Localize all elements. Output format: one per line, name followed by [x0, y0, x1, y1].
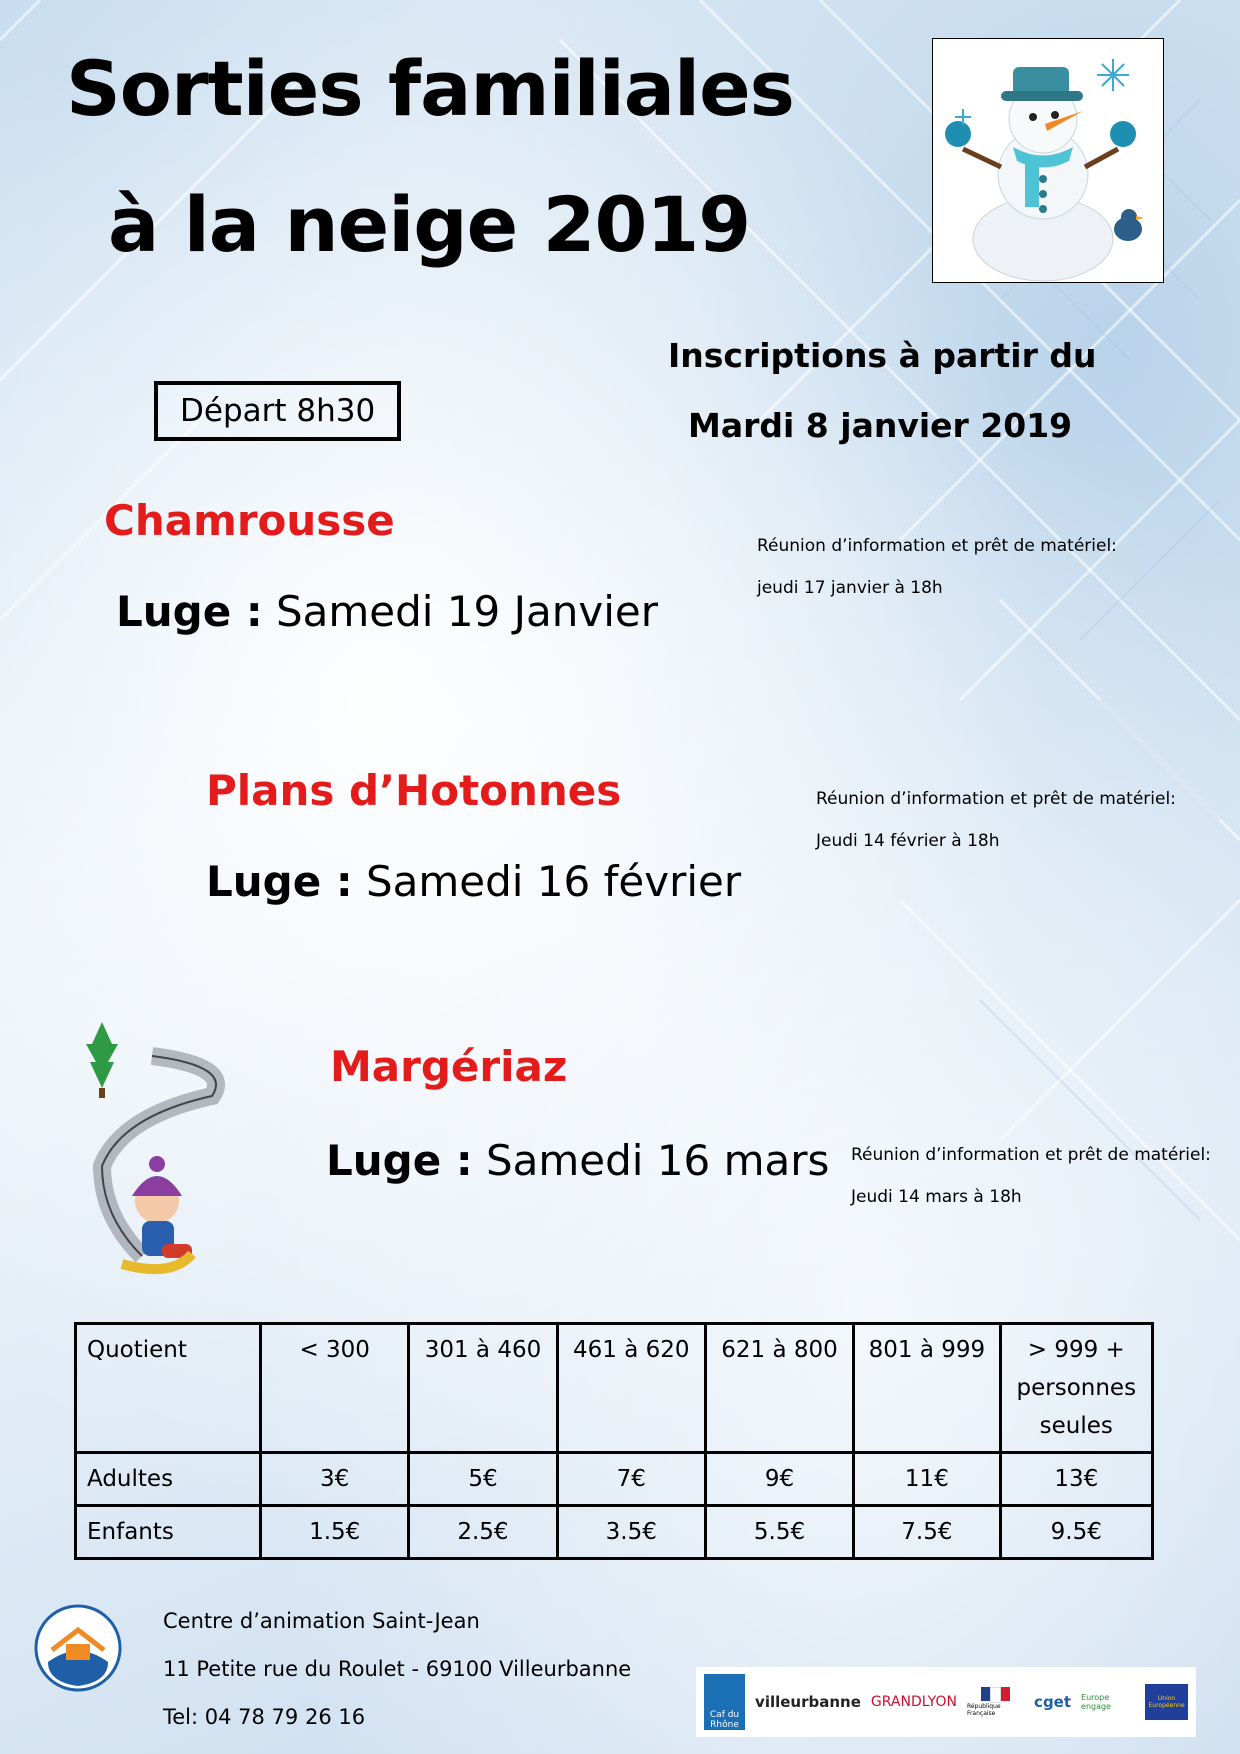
departure-box: Départ 8h30	[154, 381, 401, 441]
table-cell: 9.5€	[1000, 1506, 1152, 1559]
table-row-header	[76, 1324, 1153, 1453]
footer-phone: Tel: 04 78 79 26 16	[163, 1705, 366, 1729]
eu-flag-logo: Union Européenne	[1145, 1684, 1188, 1720]
table-cell: < 300	[261, 1324, 409, 1453]
grandlyon-logo: GRANDLYON	[870, 1694, 957, 1710]
meeting-note	[816, 778, 1176, 862]
outing-activity-line	[116, 587, 658, 636]
table-cell: > 999 + personnes seules	[1000, 1324, 1152, 1453]
snowman-picture	[932, 38, 1164, 283]
table-cell: 3.5€	[557, 1506, 705, 1559]
activity-date: Samedi 16 février	[366, 857, 742, 906]
table-cell: Enfants	[76, 1506, 261, 1559]
table-cell: 3€	[261, 1453, 409, 1506]
table-cell: 9€	[705, 1453, 853, 1506]
table-cell: 5.5€	[705, 1506, 853, 1559]
footer-centre-name: Centre d’animation Saint-Jean	[163, 1609, 480, 1633]
meeting-note-line-2: Jeudi 14 mars à 18h	[851, 1187, 1022, 1207]
table-cell: 7.5€	[854, 1506, 1000, 1559]
footer-address: 11 Petite rue du Roulet - 69100 Villeurbanne	[163, 1657, 632, 1681]
outing-activity-line	[326, 1136, 829, 1185]
table-cell: 301 à 460	[409, 1324, 557, 1453]
partner-logos	[696, 1667, 1196, 1737]
table-cell: 621 à 800	[705, 1324, 853, 1453]
activity-date: Samedi 19 Janvier	[276, 587, 658, 636]
centre-logo-icon	[30, 1600, 126, 1696]
caf-logo: Caf du Rhône	[704, 1674, 745, 1730]
price-table	[74, 1322, 1154, 1560]
outing-activity-line	[206, 857, 741, 906]
villeurbanne-logo: villeurbanne	[755, 1693, 861, 1711]
title-line-2: à la neige 2019	[108, 180, 751, 269]
meeting-note-line-1: Réunion d’information et prêt de matériel:	[816, 789, 1176, 809]
meeting-note-line-1: Réunion d’information et prêt de matériel:	[757, 536, 1117, 556]
activity-label: Luge :	[326, 1136, 473, 1185]
title-line-1: Sorties familiales	[66, 44, 794, 133]
activity-date: Samedi 16 mars	[486, 1136, 830, 1185]
meeting-note-line-2: jeudi 17 janvier à 18h	[757, 578, 943, 598]
meeting-note-line-1: Réunion d’information et prêt de matériel:	[851, 1145, 1211, 1165]
registration-line-2: Mardi 8 janvier 2019	[688, 406, 1073, 445]
table-cell: Quotient	[76, 1324, 261, 1453]
snowman-icon	[933, 39, 1163, 282]
meeting-note-line-2: Jeudi 14 février à 18h	[816, 831, 1000, 851]
meeting-note	[851, 1134, 1211, 1218]
table-cell: 2.5€	[409, 1506, 557, 1559]
registration-line-1: Inscriptions à partir du	[668, 336, 1097, 375]
table-cell: 13€	[1000, 1453, 1152, 1506]
table-row	[76, 1453, 1153, 1506]
table-row	[76, 1506, 1153, 1559]
table-cell: 7€	[557, 1453, 705, 1506]
outing-place-margeriaz: Margériaz	[330, 1042, 568, 1091]
meeting-note	[757, 525, 1117, 609]
table-cell: 11€	[854, 1453, 1000, 1506]
table-cell: 5€	[409, 1453, 557, 1506]
cget-logo: cget	[1034, 1693, 1072, 1711]
republique-francaise-logo: République Française	[967, 1687, 1024, 1717]
activity-label: Luge :	[116, 587, 263, 636]
sledding-child-icon	[62, 1016, 242, 1306]
table-cell: 801 à 999	[854, 1324, 1000, 1453]
europe-engage-logo: Europe engage	[1081, 1693, 1112, 1711]
table-cell: Adultes	[76, 1453, 261, 1506]
outing-place-plans-hotonnes: Plans d’Hotonnes	[206, 766, 622, 815]
activity-label: Luge :	[206, 857, 353, 906]
footer-address-block	[163, 1597, 631, 1741]
table-cell: 461 à 620	[557, 1324, 705, 1453]
table-cell: 1.5€	[261, 1506, 409, 1559]
outing-place-chamrousse: Chamrousse	[104, 496, 395, 545]
